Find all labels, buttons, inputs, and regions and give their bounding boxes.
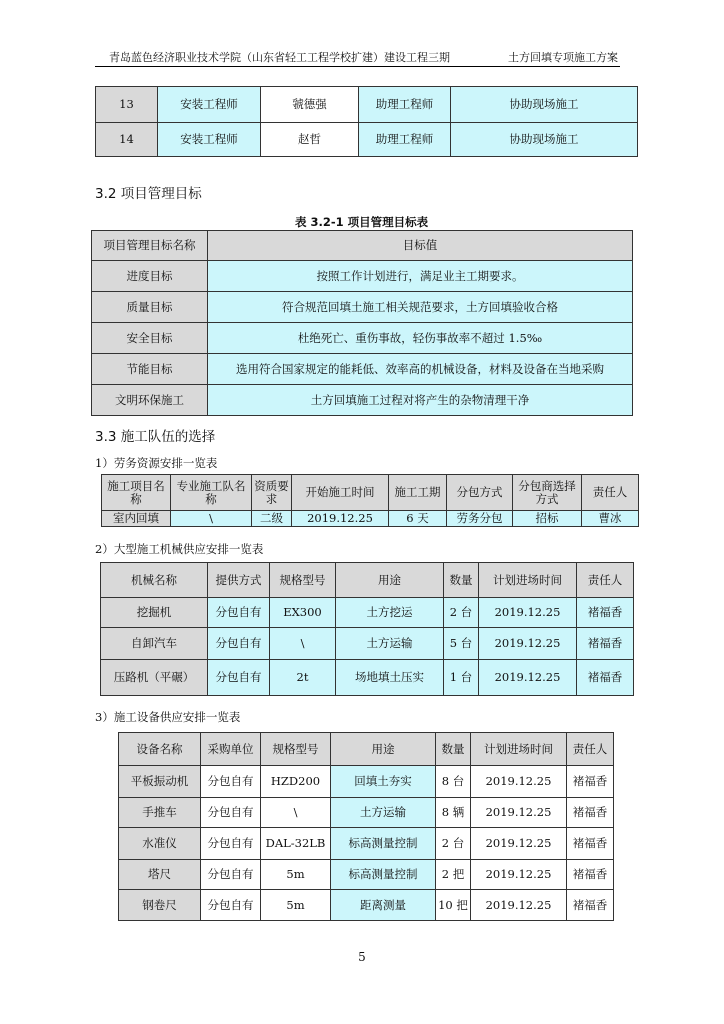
column-header: 提供方式 [208,563,270,598]
staff-cell: 13 [96,87,158,123]
equipment-cell: 5m [261,860,331,890]
labor-cell: 2019.12.25 [292,511,389,527]
column-header: 采购单位 [201,733,261,766]
staff-cell: 助理工程师 [359,123,451,157]
machinery-cell: 分包自有 [208,660,270,696]
equipment-cell: 2 把 [436,860,471,890]
equipment-cell: 水准仪 [119,828,201,860]
table-row [92,261,633,292]
equipment-cell: 2019.12.25 [471,860,567,890]
equipment-cell: 距离测量 [331,890,436,921]
machinery-cell: 褚福香 [577,628,634,660]
column-header: 责任人 [567,733,614,766]
equipment-cell: 分包自有 [201,766,261,798]
staff-cell: 协助现场施工 [451,87,638,123]
page-header [95,50,620,67]
table-row [96,123,638,157]
table-row [92,385,633,416]
machinery-cell: 2019.12.25 [479,598,577,628]
goal-name: 进度目标 [92,261,208,292]
equipment-cell: 8 台 [436,766,471,798]
table-row [101,628,634,660]
column-header: 分包方式 [447,475,513,511]
machinery-cell: 分包自有 [208,598,270,628]
labor-resources-table [101,474,639,527]
column-header: 用途 [336,563,444,598]
labor-table-title: 1）劳务资源安排一览表 [95,456,218,470]
column-header: 数量 [436,733,471,766]
table-header-row [119,733,614,766]
equipment-cell: 褚福香 [567,860,614,890]
equipment-cell: 褚福香 [567,890,614,921]
column-header: 资质要求 [252,475,292,511]
equipment-cell: 回填土夯实 [331,766,436,798]
machinery-cell: 褚福香 [577,598,634,628]
goal-value: 选用符合国家规定的能耗低、效率高的机械设备，材料及设备在当地采购 [208,354,633,385]
machinery-cell: 1 台 [444,660,479,696]
equipment-cell: 2019.12.25 [471,798,567,828]
equipment-cell: 8 辆 [436,798,471,828]
goal-name: 节能目标 [92,354,208,385]
labor-cell: 室内回填 [102,511,171,527]
goal-value: 土方回填施工过程对将产生的杂物清理干净 [208,385,633,416]
column-header: 分包商选择方式 [513,475,582,511]
table-row [102,511,639,527]
machinery-cell: \ [270,628,336,660]
page-number: 5 [358,950,366,964]
machinery-cell: 土方挖运 [336,598,444,628]
section-3-3-heading: 3.3 施工队伍的选择 [95,429,216,445]
machinery-table-title: 2）大型施工机械供应安排一览表 [95,542,264,556]
equipment-cell: 2019.12.25 [471,890,567,921]
machinery-cell: 场地填土压实 [336,660,444,696]
table-row [92,354,633,385]
machinery-cell: 2019.12.25 [479,628,577,660]
staff-cell: 安装工程师 [158,87,261,123]
staff-cell: 虢德强 [261,87,359,123]
column-header: 项目管理目标名称 [92,231,208,261]
table-row [101,660,634,696]
column-header: 责任人 [577,563,634,598]
column-header: 计划进场时间 [471,733,567,766]
table-row [92,292,633,323]
header-document-title: 土方回填专项施工方案 [508,51,618,64]
machinery-table [100,562,634,696]
equipment-cell: 分包自有 [201,860,261,890]
column-header: 目标值 [208,231,633,261]
machinery-cell: 5 台 [444,628,479,660]
equipment-cell: 2019.12.25 [471,828,567,860]
column-header: 施工工期 [389,475,447,511]
column-header: 规格型号 [270,563,336,598]
staff-cell: 安装工程师 [158,123,261,157]
staff-cell: 14 [96,123,158,157]
table-row [101,598,634,628]
machinery-cell: 土方运输 [336,628,444,660]
machinery-cell: EX300 [270,598,336,628]
labor-cell: \ [171,511,252,527]
equipment-cell: 2 台 [436,828,471,860]
column-header: 机械名称 [101,563,208,598]
column-header: 专业施工队名称 [171,475,252,511]
goal-name: 安全目标 [92,323,208,354]
equipment-cell: 手推车 [119,798,201,828]
table-row [96,87,638,123]
equipment-cell: 2019.12.25 [471,766,567,798]
table-header-row [101,563,634,598]
table-3-2-1-caption: 表 3.2-1 项目管理目标表 [295,215,429,229]
table-row [119,860,614,890]
equipment-cell: 标高测量控制 [331,860,436,890]
equipment-cell: 10 把 [436,890,471,921]
table-row [119,828,614,860]
column-header: 数量 [444,563,479,598]
equipment-cell: 褚福香 [567,766,614,798]
column-header: 用途 [331,733,436,766]
equipment-cell: 钢卷尺 [119,890,201,921]
goal-name: 质量目标 [92,292,208,323]
machinery-cell: 2t [270,660,336,696]
labor-cell: 招标 [513,511,582,527]
header-project-title: 青岛蓝色经济职业技术学院（山东省轻工工程学校扩建）建设工程三期 [109,51,450,64]
machinery-cell: 压路机（平碾） [101,660,208,696]
management-goals-table [91,230,633,416]
section-3-2-heading: 3.2 项目管理目标 [95,186,202,202]
equipment-cell: HZD200 [261,766,331,798]
table-header-row [102,475,639,511]
machinery-cell: 自卸汽车 [101,628,208,660]
equipment-table [118,732,614,921]
column-header: 规格型号 [261,733,331,766]
column-header: 责任人 [582,475,639,511]
column-header: 施工项目名称 [102,475,171,511]
labor-cell: 劳务分包 [447,511,513,527]
table-row [119,798,614,828]
equipment-cell: 标高测量控制 [331,828,436,860]
table-row [119,766,614,798]
staff-cell: 赵哲 [261,123,359,157]
table-header-row [92,231,633,261]
machinery-cell: 2 台 [444,598,479,628]
machinery-cell: 褚福香 [577,660,634,696]
equipment-cell: \ [261,798,331,828]
staff-cell: 协助现场施工 [451,123,638,157]
table-row [92,323,633,354]
goal-value: 按照工作计划进行，满足业主工期要求。 [208,261,633,292]
equipment-cell: 分包自有 [201,890,261,921]
equipment-cell: 分包自有 [201,828,261,860]
equipment-cell: DAL-32LB [261,828,331,860]
table-row [119,890,614,921]
staff-cell: 助理工程师 [359,87,451,123]
column-header: 开始施工时间 [292,475,389,511]
machinery-cell: 2019.12.25 [479,660,577,696]
labor-cell: 二级 [252,511,292,527]
staff-table [95,86,638,157]
machinery-cell: 分包自有 [208,628,270,660]
column-header: 设备名称 [119,733,201,766]
goal-value: 符合规范回填土施工相关规范要求，土方回填验收合格 [208,292,633,323]
column-header: 计划进场时间 [479,563,577,598]
equipment-cell: 塔尺 [119,860,201,890]
labor-cell: 6 天 [389,511,447,527]
goal-name: 文明环保施工 [92,385,208,416]
machinery-cell: 挖掘机 [101,598,208,628]
goal-value: 杜绝死亡、重伤事故，轻伤事故率不超过 1.5‰ [208,323,633,354]
equipment-cell: 分包自有 [201,798,261,828]
labor-cell: 曹冰 [582,511,639,527]
equipment-cell: 褚福香 [567,828,614,860]
equipment-cell: 5m [261,890,331,921]
equipment-cell: 土方运输 [331,798,436,828]
equipment-cell: 平板振动机 [119,766,201,798]
equipment-cell: 褚福香 [567,798,614,828]
equipment-table-title: 3）施工设备供应安排一览表 [95,710,241,724]
